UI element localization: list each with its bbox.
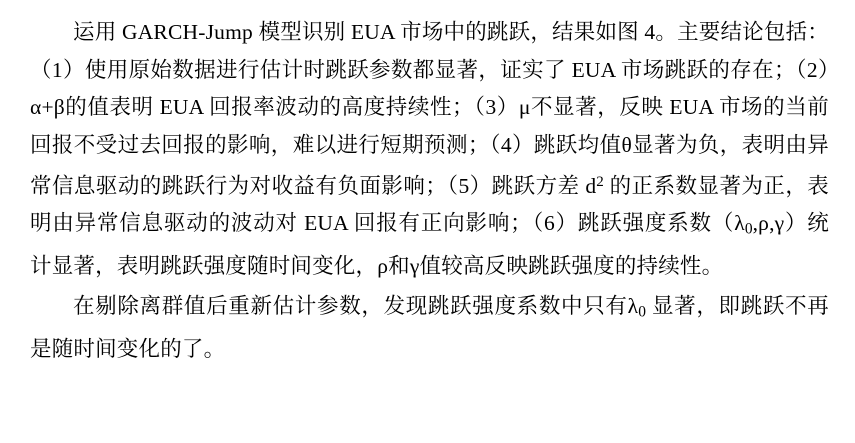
paragraph-2 [30, 288, 829, 368]
document-body [30, 14, 829, 368]
subscript-text: 0 [744, 220, 753, 238]
text-run: 的正系数显著为正，表明由异常信息驱动的波动对 EUA 回报有正向影响；（6）跳跃强度系数（λ [30, 173, 829, 236]
text-run: 显著，即跳跃不再是随时间变化的了。 [30, 293, 829, 361]
text-run: ,ρ,γ）统计显著，表明跳跃强度随时间变化，ρ和γ值较高反映跳跃强度的持续性。 [30, 211, 829, 279]
text-run: 在剔除离群值后重新估计参数，发现跳跃强度系数中只有λ [73, 293, 639, 318]
text-run: 运用 GARCH-Jump 模型识别 EUA 市场中的跳跃，结果如图 4。主要结论包括：（1）使用原始数据进行估计时跳跃参数都显著，证实了 EUA 市场跳跃的存在；（2）α+β的值表明 EUA 回报率波动的高度持续性；（3）μ不显著，反映 EUA 市场的当前回报不受过去回报的影响，难以进行短期预测；（4）跳跃均值θ显著为负，表明由异常信息驱动的跳跃行为对收益有负面影响；（5）跳跃方差 d [30, 20, 829, 198]
superscript-text: 2 [596, 174, 604, 190]
subscript-text: 0 [638, 303, 646, 321]
paragraph-1 [30, 14, 829, 286]
